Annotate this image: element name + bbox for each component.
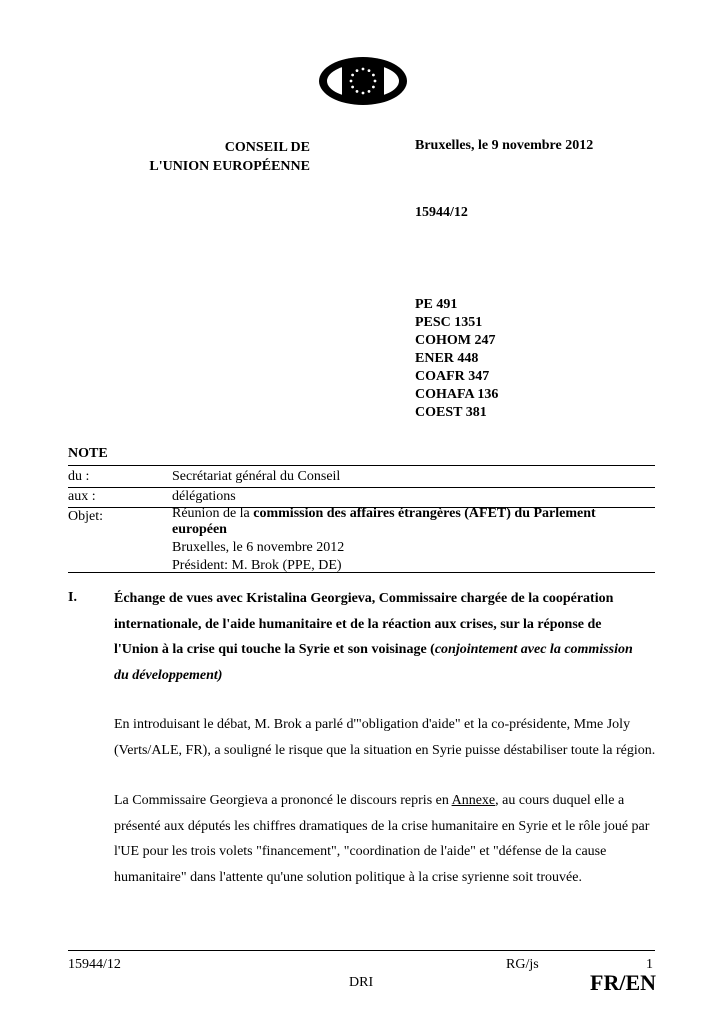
paragraph-intro: En introduisant le débat, M. Brok a parlé d'"obligation d'aide" et la co-présidente, Mme Joly (Verts/ALE, FR), a souligné le risque que la situation en Syrie puisse déstabiliser toute la région. xyxy=(114,717,656,758)
section-heading xyxy=(114,586,659,688)
note-title: NOTE xyxy=(68,446,108,461)
para2-text: La Commissaire Georgieva a prononcé le discours repris en xyxy=(114,793,452,808)
footer-language: FR/EN xyxy=(590,970,656,995)
divider xyxy=(68,465,655,466)
footer-page-number: 1 xyxy=(646,957,653,972)
subject-pre: Réunion de la xyxy=(172,506,254,521)
council-emblem-logo xyxy=(318,56,408,106)
subject-value xyxy=(172,506,652,574)
from-label: du : xyxy=(68,469,90,484)
subject-chair: Président: M. Brok (PPE, DE) xyxy=(172,558,342,573)
document-number: 15944/12 xyxy=(415,205,468,220)
footer-initials: RG/js xyxy=(506,957,539,972)
footer-doc-number: 15944/12 xyxy=(68,957,121,972)
footer-dri: DRI xyxy=(349,975,374,990)
heading-line: l'Union à la crise qui touche la Syrie et son voisinage ( xyxy=(114,642,435,657)
divider xyxy=(68,572,655,573)
code-item: COHAFA 136 xyxy=(415,387,499,402)
to-value: délégations xyxy=(172,489,236,504)
heading-italic: conjointement avec la commission xyxy=(434,642,633,657)
subject-committee-cont: européen xyxy=(172,522,227,537)
document-date: Bruxelles, le 9 novembre 2012 xyxy=(415,138,594,153)
heading-line: internationale, de l'aide humanitaire et de la réaction aux crises, sur la réponse de xyxy=(114,616,602,632)
code-item: COAFR 347 xyxy=(415,369,490,384)
code-item: PE 491 xyxy=(415,297,458,312)
paragraph-commissioner xyxy=(114,788,659,890)
heading-line: Échange de vues avec Kristalina Georgieva, Commissaire chargée de la coopération xyxy=(114,591,614,606)
code-item: COHOM 247 xyxy=(415,333,496,348)
footer-divider xyxy=(68,950,655,951)
issuer-block xyxy=(120,138,310,176)
subject-label: Objet: xyxy=(68,509,103,524)
issuer-line-2: L'UNION EUROPÉENNE xyxy=(149,159,310,174)
subject-place-date: Bruxelles, le 6 novembre 2012 xyxy=(172,540,345,555)
code-item: PESC 1351 xyxy=(415,315,483,330)
from-value: Secrétariat général du Conseil xyxy=(172,469,341,484)
para2-text: , au cours duquel elle a présenté aux députés les chiffres dramatiques de la crise humanitaire en Syrie et le rôle joué par l'UE pour les trois volets "financement", "coordination de l'aide" et "défense de la cause humanitaire" dans l'attente qu'une solution politique à la crise syrienne soit trouvée. xyxy=(114,793,650,885)
code-item: COEST 381 xyxy=(415,405,487,420)
subject-committee: commission des affaires étrangères (AFET) du Parlement xyxy=(253,506,596,521)
divider xyxy=(68,487,655,488)
section-number: I. xyxy=(68,590,77,605)
distribution-codes xyxy=(415,296,498,422)
to-label: aux : xyxy=(68,489,96,504)
code-item: ENER 448 xyxy=(415,351,479,366)
annex-link[interactable]: Annexe xyxy=(451,793,496,808)
heading-italic: du développement) xyxy=(114,667,223,683)
issuer-line-1: CONSEIL DE xyxy=(224,140,310,155)
